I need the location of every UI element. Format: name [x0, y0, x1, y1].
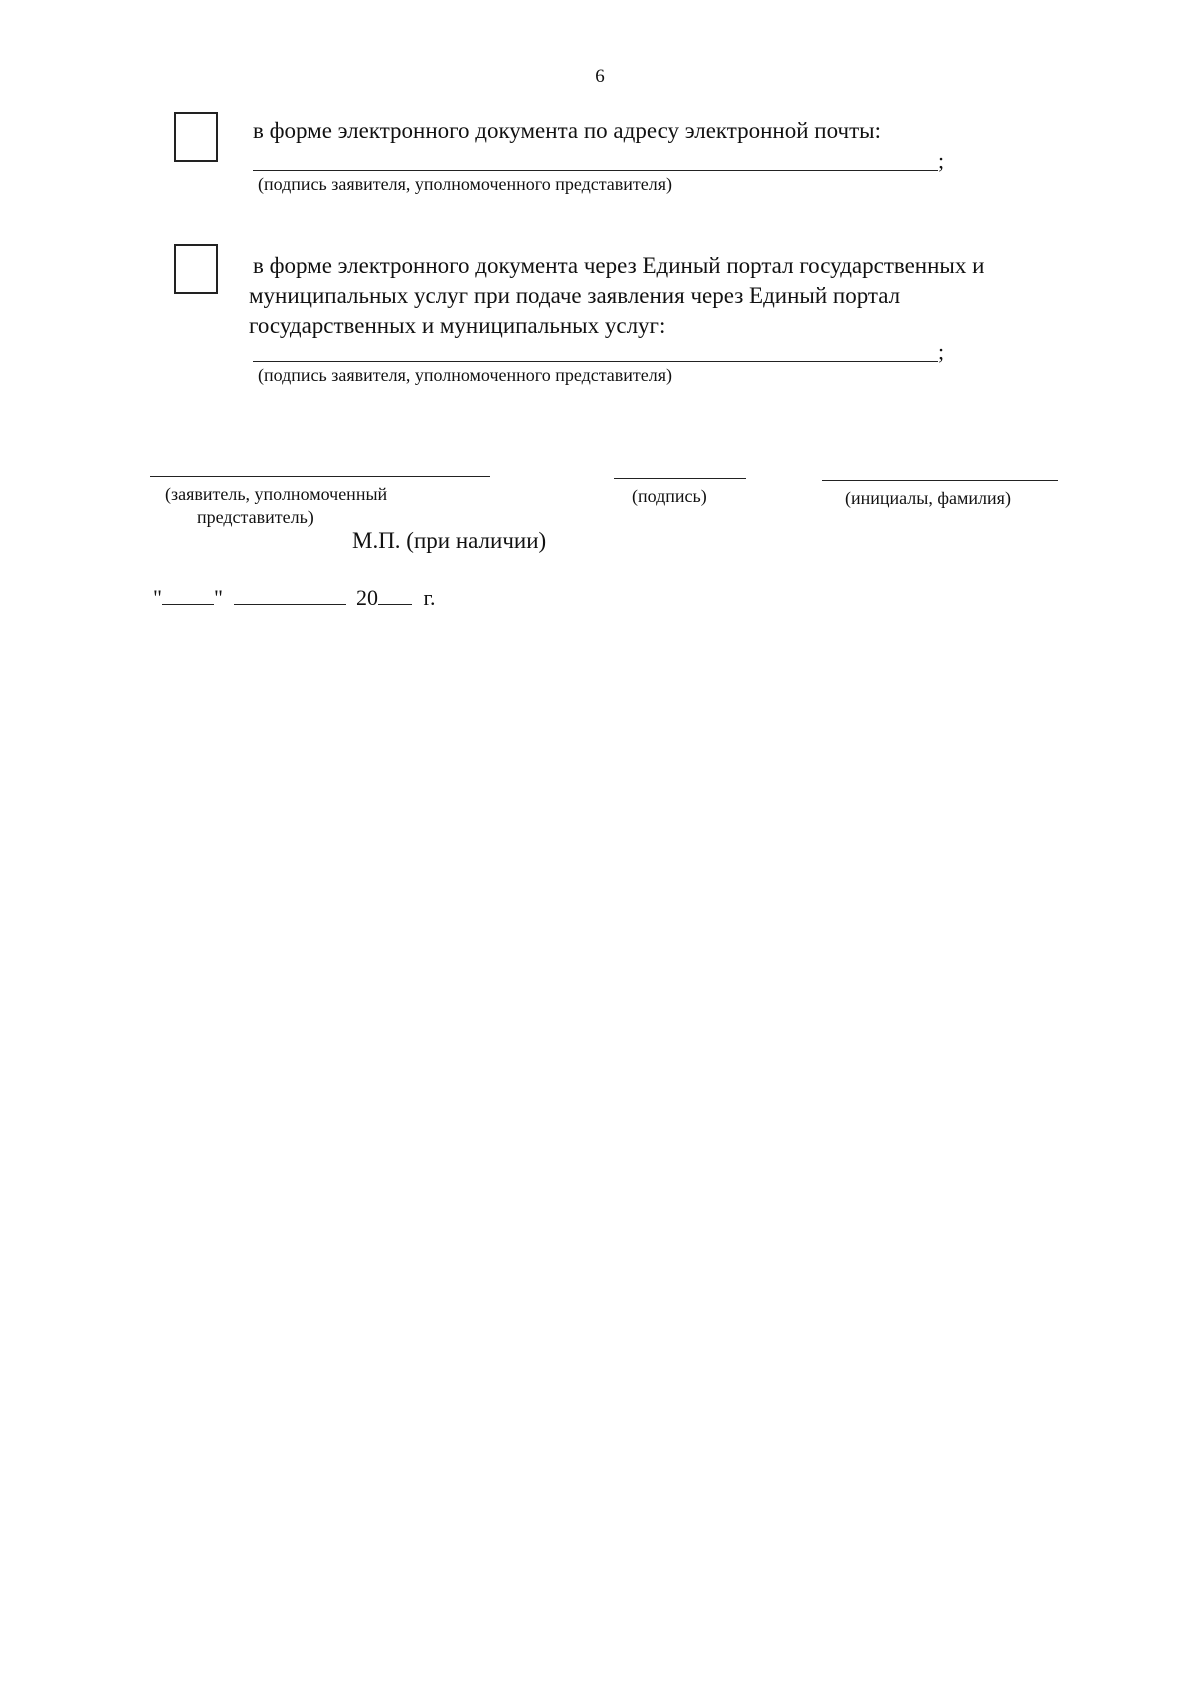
day-blank[interactable] [162, 584, 214, 605]
signature-line[interactable] [614, 478, 746, 479]
portal-line-terminator: ; [938, 339, 945, 364]
portal-signature-caption: (подпись заявителя, уполномоченного представителя) [258, 365, 673, 385]
date-quote-open: " [153, 585, 162, 610]
name-line[interactable] [822, 480, 1058, 481]
signature-caption: (подпись) [632, 486, 707, 506]
applicant-line[interactable] [150, 476, 490, 477]
year-suffix: г. [423, 585, 436, 610]
portal-delivery-label-line1: в форме электронного документа через Единый портал государственных и [253, 253, 985, 278]
email-line-terminator: ; [938, 148, 945, 173]
stamp-label: М.П. (при наличии) [352, 528, 547, 553]
portal-delivery-label-line3: государственных и муниципальных услуг: [249, 313, 666, 338]
portal-delivery-checkbox[interactable] [174, 244, 218, 294]
portal-signature-line[interactable] [253, 361, 938, 362]
year-blank[interactable] [378, 584, 412, 605]
date-quote-close: " [213, 585, 223, 610]
page-number: 6 [595, 66, 605, 87]
email-signature-caption: (подпись заявителя, уполномоченного представителя) [258, 174, 673, 194]
portal-delivery-label-line2: муниципальных услуг при подаче заявления через Единый портал [249, 283, 901, 308]
year-prefix: 20 [355, 585, 378, 610]
email-signature-line[interactable] [253, 170, 938, 171]
name-caption: (инициалы, фамилия) [845, 488, 1011, 508]
date-line [153, 584, 436, 611]
applicant-caption-line2: представитель) [197, 507, 314, 527]
month-blank[interactable] [234, 584, 346, 605]
applicant-caption-line1: (заявитель, уполномоченный [165, 484, 388, 504]
email-delivery-label: в форме электронного документа по адресу электронной почты: [253, 118, 881, 143]
email-delivery-checkbox[interactable] [174, 112, 218, 162]
